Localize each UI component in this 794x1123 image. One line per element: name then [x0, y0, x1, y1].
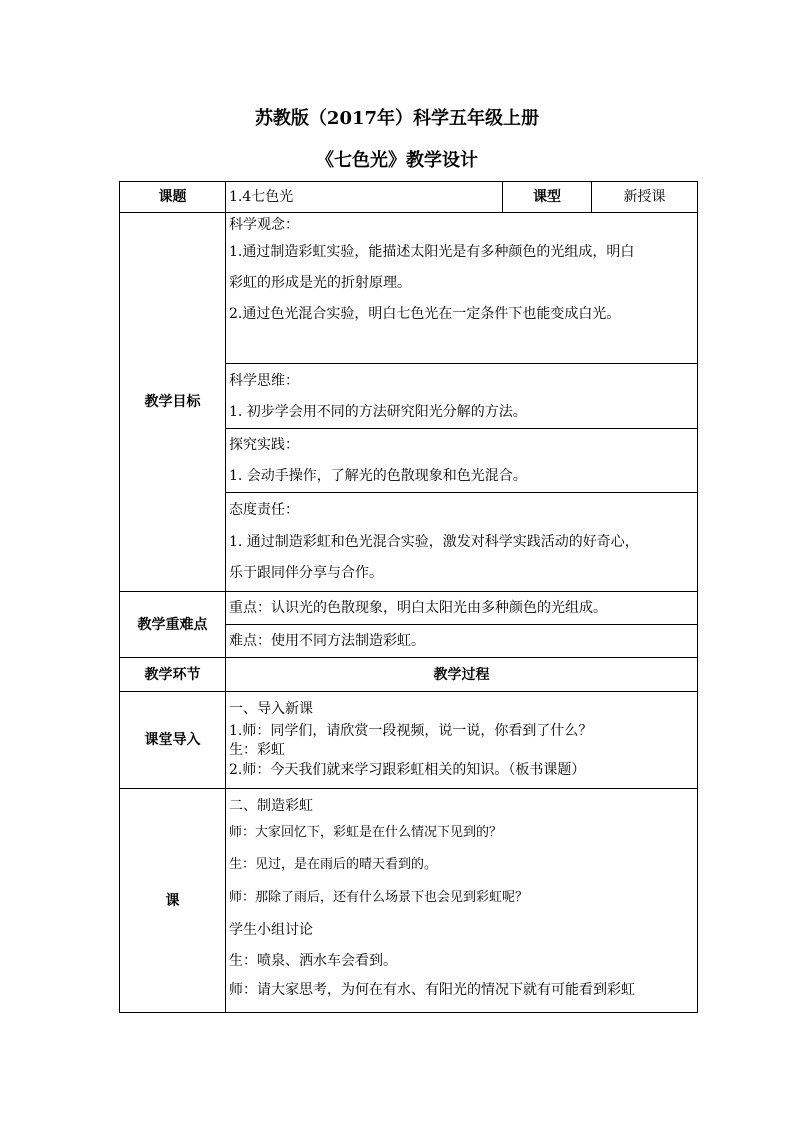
table-row-lesson [120, 789, 698, 1013]
goal-line: 态度责任： [229, 502, 299, 518]
document-subtitle: 《七色光》教学设计 [316, 150, 478, 171]
goal-section [226, 364, 697, 426]
table-row-keypoints-1 [120, 592, 698, 625]
lesson-dialog-line: 师：大家回忆下，彩虹是在什么情况下见到的？ [229, 825, 503, 840]
intro-content [226, 692, 697, 781]
topic-label: 课题 [120, 182, 226, 213]
intro-line: 一、导入新课 [229, 701, 313, 717]
goal-line: 乐于跟同伴分享与合作。 [229, 565, 383, 581]
goals-label: 教学目标 [120, 213, 226, 592]
goal-line: 科学观念： [229, 217, 299, 233]
type-label: 课型 [503, 182, 592, 213]
table-row-process-header [120, 658, 698, 692]
intro-line: 2.师：今天我们就来学习跟彩虹相关的知识。（板书课题） [229, 762, 586, 778]
lesson-dialog-line: 师：那除了雨后，还有什么场景下也会见到彩虹呢？ [229, 890, 529, 905]
goal-line: 1. 会动手操作，了解光的色散现象和色光混合。 [229, 468, 527, 484]
lesson-line: 师：请大家思考，为何在有水、有阳光的情况下就有可能看到彩虹 [229, 982, 635, 998]
goal-line: 探究实践： [229, 437, 299, 453]
goal-line: 彩虹的形成是光的折射原理。 [229, 275, 411, 291]
keypoints-label: 教学重难点 [120, 592, 226, 658]
lesson-content [226, 789, 697, 817]
goal-section [226, 493, 697, 589]
goal-section [226, 429, 697, 491]
document-title: 苏教版（2017年）科学五年级上册 [254, 108, 540, 129]
key-point: 重点：认识光的色散现象，明白太阳光由多种颜色的光组成。 [229, 600, 607, 616]
goal-line: 2.通过色光混合实验，明白七色光在一定条件下也能变成白光。 [229, 306, 621, 322]
type-value: 新授课 [592, 182, 698, 213]
lesson-dialog-line: 生：见过，是在雨后的晴天看到的。 [229, 857, 438, 872]
intro-label: 课堂导入 [120, 692, 226, 789]
goal-line: 科学思维： [229, 373, 299, 389]
lesson-content-2 [226, 914, 697, 1004]
goal-line: 1. 初步学会用不同的方法研究阳光分解的方法。 [229, 404, 527, 420]
lesson-label: 课 [120, 789, 226, 1013]
goal-section [226, 213, 697, 330]
table-row-topic [120, 182, 698, 213]
goal-line: 1.通过制造彩虹实验，能描述太阳光是有多种颜色的光组成，明白 [229, 244, 635, 260]
stage-label: 教学环节 [120, 658, 226, 692]
goal-line: 1. 通过制造彩虹和色光混合实验，激发对科学实践活动的好奇心， [229, 534, 639, 550]
intro-line: 生：彩虹 [229, 742, 285, 758]
lesson-line: 生：喷泉、洒水车会看到。 [229, 953, 397, 969]
intro-line: 1.师：同学们，请欣赏一段视频，说一说，你看到了什么？ [229, 723, 593, 739]
lesson-line: 二、制造彩虹 [229, 798, 313, 814]
topic-value: 1.4七色光 [229, 189, 294, 205]
difficult-point: 难点：使用不同方法制造彩虹。 [229, 633, 425, 649]
lesson-line: 学生小组讨论 [229, 922, 313, 938]
lesson-plan-table [119, 181, 698, 1013]
table-row-goals-1 [120, 213, 698, 364]
process-label: 教学过程 [226, 658, 698, 692]
lesson-dialog [226, 817, 697, 914]
table-row-intro [120, 692, 698, 789]
